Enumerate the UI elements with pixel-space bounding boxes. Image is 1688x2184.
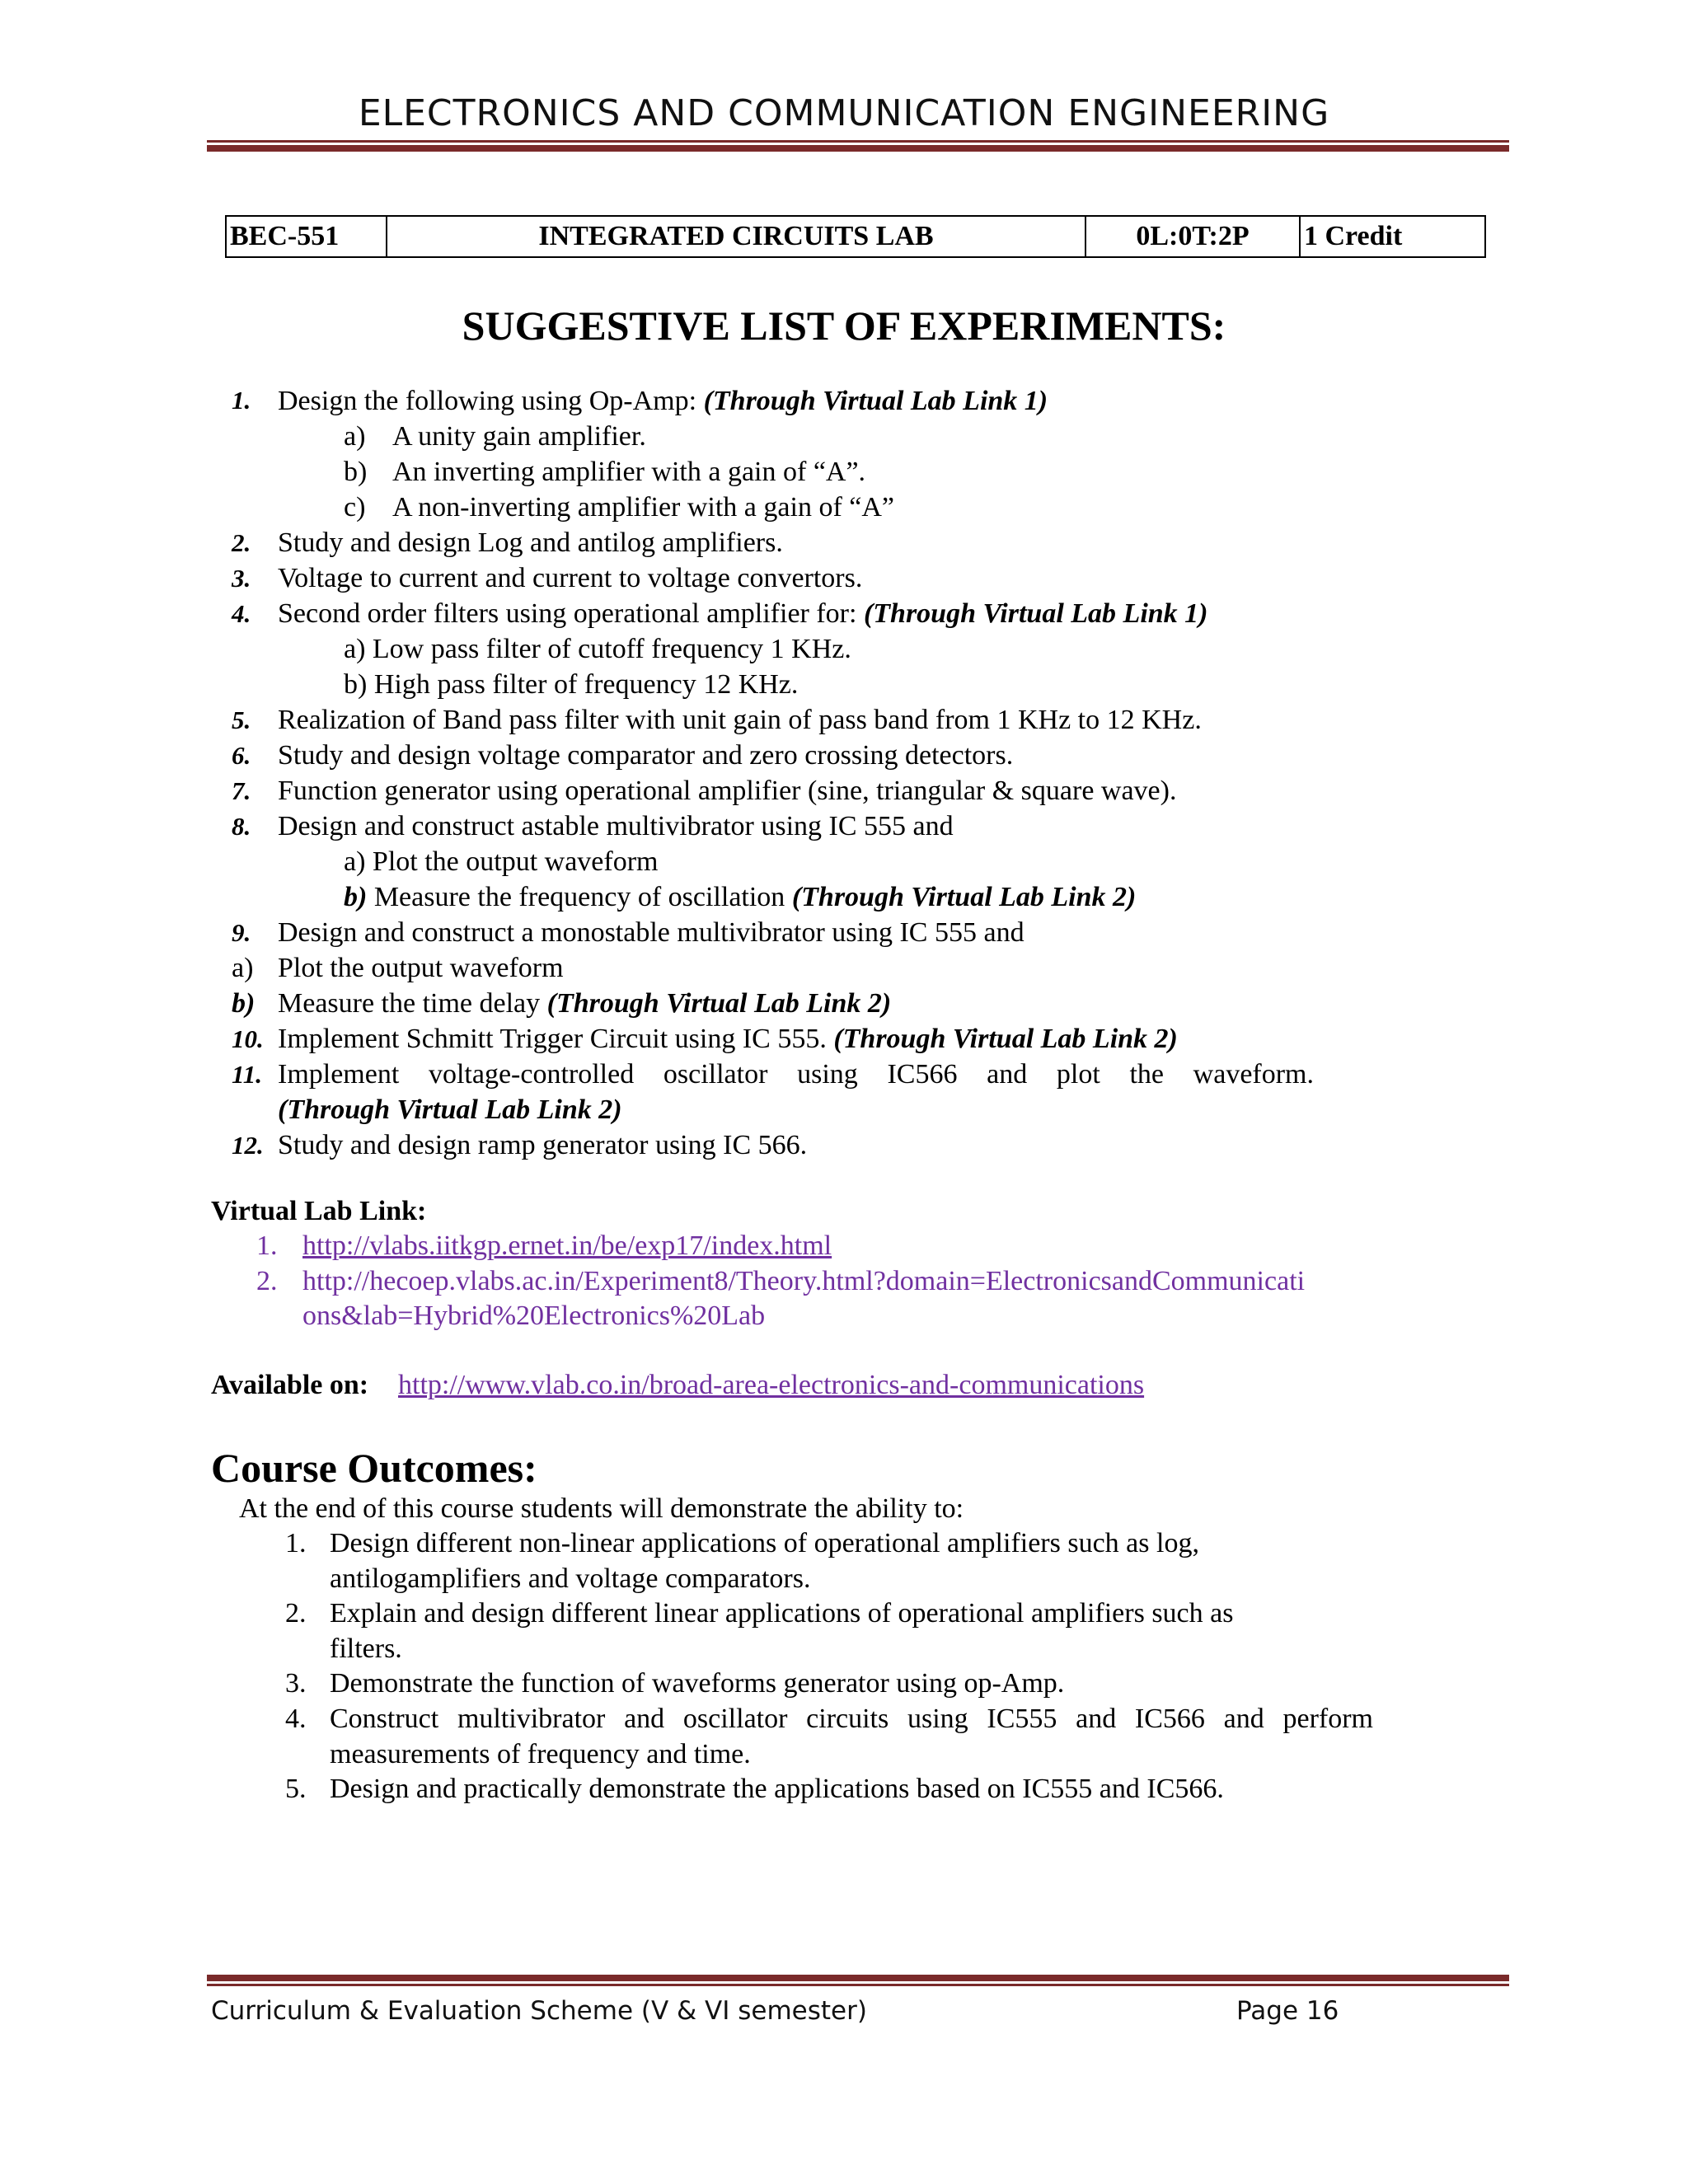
exp-7-num: 7.: [232, 776, 251, 805]
outcome-5-num: 5.: [285, 1774, 307, 1804]
exp-4-lab-ref: (Through Virtual Lab Link 1): [863, 598, 1208, 629]
exp-9a: [232, 953, 564, 984]
exp-9b: [232, 988, 892, 1019]
course-ltp: 0L:0T:2P: [1085, 216, 1300, 257]
exp-8b-text: Measure the frequency of oscillation: [367, 882, 792, 912]
available-on-label: Available on:: [211, 1370, 369, 1400]
page-header-title: ELECTRONICS AND COMMUNICATION ENGINEERING: [358, 92, 1330, 134]
experiments-title: SUGGESTIVE LIST OF EXPERIMENTS:: [462, 302, 1226, 349]
outcome-1-cont: antilogamplifiers and voltage comparators.: [330, 1563, 811, 1594]
header-rule-thin: [207, 140, 1509, 143]
exp-10-lab-ref: (Through Virtual Lab Link 2): [833, 1024, 1178, 1054]
virtual-lab-link-1-url[interactable]: http://vlabs.iitkgp.ernet.in/be/exp17/index.html: [302, 1230, 832, 1261]
exp-9a-text: Plot the output waveform: [278, 953, 564, 983]
exp-1-lab-ref: (Through Virtual Lab Link 1): [703, 386, 1048, 416]
outcome-3-num: 3.: [285, 1668, 307, 1699]
outcome-3: [285, 1668, 1065, 1699]
exp-1a: [344, 421, 646, 452]
exp-5-text: Realization of Band pass filter with unit gain of pass band from 1 KHz to 12 KHz.: [278, 705, 1202, 735]
exp-11-text: Implement voltage-controlled oscillator using IC566 and plot the waveform.: [278, 1059, 1314, 1090]
exp-10: [232, 1024, 1178, 1055]
exp-9-text: Design and construct a monostable multivibrator using IC 555 and: [278, 917, 1025, 948]
header-rule-thick: [207, 145, 1509, 152]
exp-1-num: 1.: [232, 386, 251, 415]
exp-10-text-wrap: [278, 1024, 1178, 1055]
footer-left: Curriculum & Evaluation Scheme (V & VI semester): [211, 1996, 867, 2026]
exp-9b-text-wrap: [278, 988, 891, 1019]
exp-1c: [344, 492, 894, 523]
outcome-1: [285, 1528, 1199, 1559]
exp-8b-label: b): [344, 882, 368, 912]
exp-7-text: Function generator using operational amplifier (sine, triangular & square wave).: [278, 776, 1177, 806]
exp-4: [232, 598, 1208, 630]
exp-3-text: Voltage to current and current to voltage convertors.: [278, 563, 863, 593]
exp-7: [232, 776, 1177, 807]
exp-8b-lab-ref: (Through Virtual Lab Link 2): [791, 882, 1137, 912]
exp-2: [232, 527, 783, 559]
outcome-4-text: Construct multivibrator and oscillator circuits using IC555 and IC566 and perform: [330, 1704, 1373, 1734]
exp-4-text: Second order filters using operational amplifier for:: [278, 598, 864, 629]
footer-page-number: Page 16: [1236, 1996, 1339, 2026]
exp-6-num: 6.: [232, 741, 251, 770]
virtual-lab-link-1-num: 1.: [256, 1230, 278, 1261]
outcome-2-cont: filters.: [330, 1633, 402, 1664]
exp-9b-text: Measure the time delay: [278, 988, 547, 1019]
outcome-4-cont: measurements of frequency and time.: [330, 1739, 751, 1769]
outcome-4-num: 4.: [285, 1704, 307, 1734]
outcome-3-text: Demonstrate the function of waveforms generator using op-Amp.: [330, 1668, 1065, 1699]
virtual-lab-link-2-url-cont[interactable]: ons&lab=Hybrid%20Electronics%20Lab: [302, 1301, 766, 1331]
exp-1b-text: An inverting amplifier with a gain of “A”.: [392, 457, 866, 487]
exp-9a-label: a): [232, 953, 254, 983]
exp-3-num: 3.: [232, 564, 251, 593]
exp-1a-label: a): [344, 421, 366, 452]
course-table: [225, 215, 1486, 258]
outcome-2: [285, 1598, 1234, 1629]
exp-8-text: Design and construct astable multivibrator using IC 555 and: [278, 811, 954, 841]
virtual-lab-link-2: [256, 1266, 1306, 1297]
exp-9b-label: b): [232, 988, 256, 1019]
course-name: INTEGRATED CIRCUITS LAB: [387, 216, 1085, 257]
outcome-1-num: 1.: [285, 1528, 307, 1558]
exp-1-text-wrap: [278, 386, 1048, 417]
exp-3: [232, 563, 863, 594]
exp-5-num: 5.: [232, 705, 251, 734]
exp-9-num: 9.: [232, 918, 251, 947]
outcome-5-text: Design and practically demonstrate the applications based on IC555 and IC566.: [330, 1774, 1224, 1804]
exp-5: [232, 705, 1202, 736]
exp-4b: b) High pass filter of frequency 12 KHz.: [344, 669, 799, 700]
footer-rule-thick: [207, 1975, 1509, 1981]
outcome-1-text: Design different non-linear applications of operational amplifiers such as log,: [330, 1528, 1199, 1558]
outcome-5: [285, 1774, 1224, 1805]
outcome-2-num: 2.: [285, 1598, 307, 1629]
course-credit: 1 Credit: [1300, 216, 1485, 257]
exp-10-text: Implement Schmitt Trigger Circuit using IC 555.: [278, 1024, 834, 1054]
exp-9b-lab-ref: (Through Virtual Lab Link 2): [546, 988, 892, 1019]
exp-1b: [344, 457, 866, 488]
exp-12-text: Study and design ramp generator using IC 566.: [278, 1130, 808, 1160]
course-code: BEC-551: [226, 216, 387, 257]
exp-2-num: 2.: [232, 528, 251, 557]
outcome-4: [285, 1704, 1373, 1735]
available-on-url[interactable]: http://www.vlab.co.in/broad-area-electronics-and-communications: [398, 1370, 1145, 1400]
course-outcomes-intro: At the end of this course students will demonstrate the ability to:: [239, 1493, 964, 1524]
exp-8: [232, 811, 954, 842]
exp-8a: a) Plot the output waveform: [344, 846, 659, 877]
exp-12-num: 12.: [232, 1131, 264, 1160]
course-row: [226, 216, 1485, 257]
footer-rule-thin: [207, 1984, 1509, 1986]
exp-4-num: 4.: [232, 599, 251, 628]
exp-10-num: 10.: [232, 1024, 264, 1053]
virtual-lab-link-2-num: 2.: [256, 1266, 278, 1296]
exp-4-text-wrap: [278, 598, 1208, 630]
exp-4a: a) Low pass filter of cutoff frequency 1 KHz.: [344, 634, 851, 664]
exp-6: [232, 740, 1014, 771]
exp-6-text: Study and design voltage comparator and zero crossing detectors.: [278, 740, 1014, 771]
course-outcomes-heading: Course Outcomes:: [211, 1445, 537, 1491]
exp-1c-text: A non-inverting amplifier with a gain of “A”: [392, 492, 894, 523]
exp-11-num: 11.: [232, 1060, 263, 1089]
exp-8-num: 8.: [232, 812, 251, 841]
available-on: [211, 1370, 1145, 1401]
virtual-lab-link-2-url[interactable]: http://hecoep.vlabs.ac.in/Experiment8/Theory.html?domain=ElectronicsandCommunicati: [302, 1266, 1306, 1296]
exp-1a-text: A unity gain amplifier.: [392, 421, 646, 452]
exp-1c-label: c): [344, 492, 366, 523]
exp-11: [232, 1059, 1314, 1090]
exp-12: [232, 1130, 808, 1161]
exp-2-text: Study and design Log and antilog amplifiers.: [278, 527, 783, 558]
virtual-lab-heading: Virtual Lab Link:: [211, 1196, 427, 1226]
exp-1b-label: b): [344, 457, 368, 487]
virtual-lab-link-1: [256, 1230, 832, 1262]
exp-9: [232, 917, 1025, 949]
exp-1-text: Design the following using Op-Amp:: [278, 386, 704, 416]
exp-11-lab-ref: (Through Virtual Lab Link 2): [278, 1094, 622, 1125]
exp-8b: [344, 882, 1136, 913]
outcome-2-text: Explain and design different linear applications of operational amplifiers such as: [330, 1598, 1234, 1629]
